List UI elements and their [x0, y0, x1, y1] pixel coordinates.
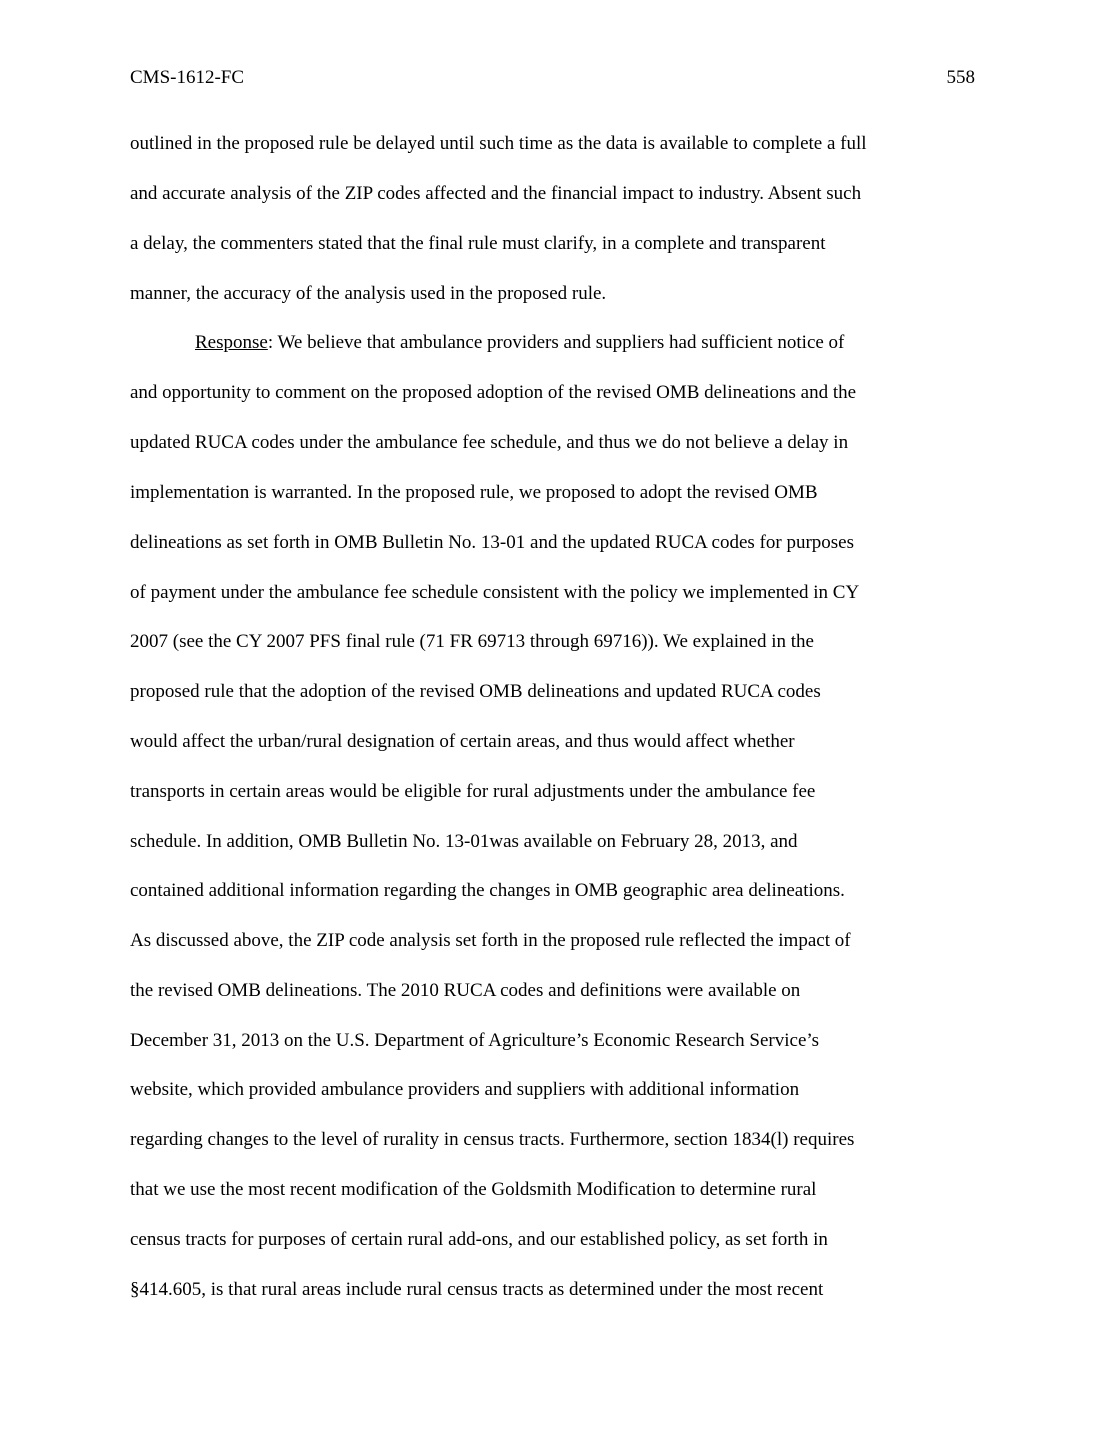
document-id: CMS-1612-FC	[130, 67, 245, 88]
body-line: and opportunity to comment on the proposed adoption of the revised OMB delineations and the	[130, 382, 857, 403]
body-line: transports in certain areas would be eligible for rural adjustments under the ambulance fee	[130, 781, 816, 802]
response-first-line: : We believe that ambulance providers and suppliers had sufficient notice of	[267, 332, 845, 353]
response-paragraph-start	[195, 331, 844, 355]
body-line: updated RUCA codes under the ambulance fee schedule, and thus we do not believe a delay in	[130, 432, 849, 453]
body-line: would affect the urban/rural designation of certain areas, and thus would affect whether	[130, 731, 795, 752]
body-line: of payment under the ambulance fee schedule consistent with the policy we implemented in CY	[130, 582, 860, 603]
body-line: schedule. In addition, OMB Bulletin No. 13-01was available on February 28, 2013, and	[130, 831, 798, 852]
body-line: website, which provided ambulance providers and suppliers with additional information	[130, 1079, 800, 1100]
body-line: manner, the accuracy of the analysis used in the proposed rule.	[130, 283, 607, 304]
body-line: outlined in the proposed rule be delayed until such time as the data is available to complete a full	[130, 133, 867, 154]
page-number: 558	[946, 67, 975, 88]
body-line: delineations as set forth in OMB Bulletin No. 13-01 and the updated RUCA codes for purposes	[130, 532, 855, 553]
body-line: regarding changes to the level of rurality in census tracts. Furthermore, section 1834(l) requires	[130, 1129, 855, 1150]
body-line: December 31, 2013 on the U.S. Department of Agriculture’s Economic Research Service’s	[130, 1030, 820, 1051]
response-label: Response	[195, 332, 268, 353]
body-line: census tracts for purposes of certain rural add-ons, and our established policy, as set forth in	[130, 1229, 828, 1250]
body-line: 2007 (see the CY 2007 PFS final rule (71 FR 69713 through 69716)). We explained in the	[130, 631, 814, 652]
body-line: contained additional information regarding the changes in OMB geographic area delineations.	[130, 880, 845, 901]
body-line: that we use the most recent modification of the Goldsmith Modification to determine rural	[130, 1179, 817, 1200]
body-line: and accurate analysis of the ZIP codes affected and the financial impact to industry. Absent such	[130, 183, 862, 204]
body-line: a delay, the commenters stated that the final rule must clarify, in a complete and transparent	[130, 233, 826, 254]
body-line: implementation is warranted. In the proposed rule, we proposed to adopt the revised OMB	[130, 482, 818, 503]
body-line: As discussed above, the ZIP code analysis set forth in the proposed rule reflected the impact of	[130, 930, 851, 951]
body-line: §414.605, is that rural areas include rural census tracts as determined under the most recent	[130, 1279, 824, 1300]
body-line: the revised OMB delineations. The 2010 RUCA codes and definitions were available on	[130, 980, 801, 1001]
body-line: proposed rule that the adoption of the revised OMB delineations and updated RUCA codes	[130, 681, 821, 702]
